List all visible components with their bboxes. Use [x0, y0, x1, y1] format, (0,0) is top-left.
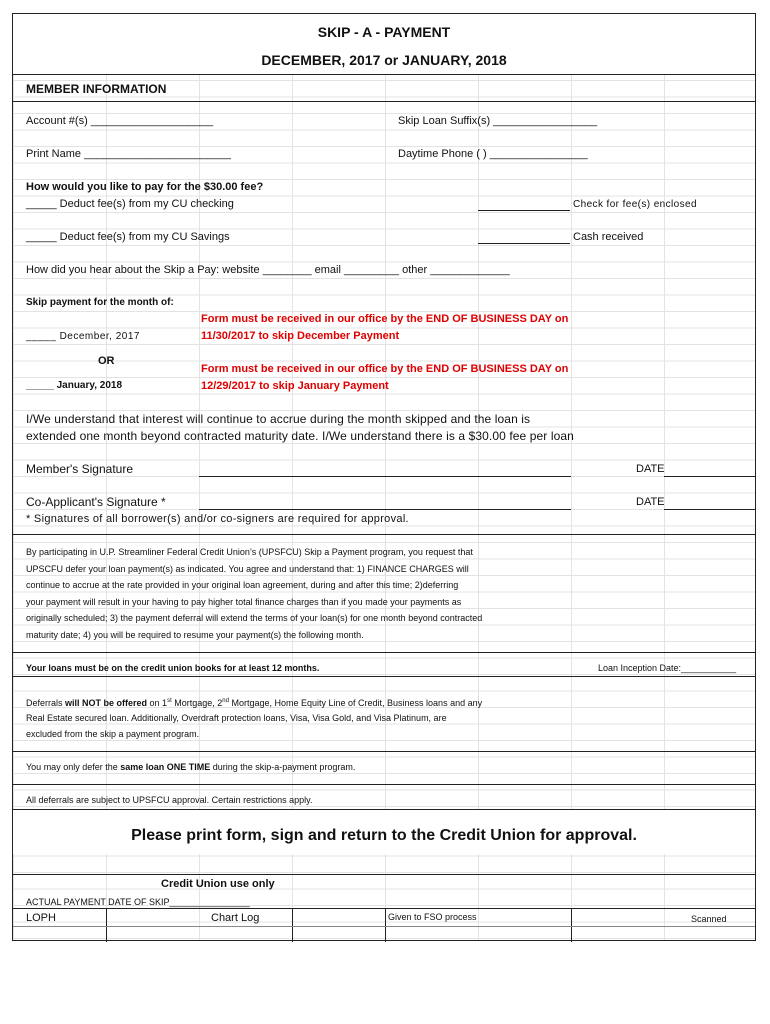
coapplicant-date-line[interactable]: [664, 509, 755, 510]
deferrals-sup-st: st: [167, 698, 172, 704]
one-time-rule: [26, 759, 355, 775]
cu-use-row-divider: [13, 908, 755, 909]
deferrals-text-d: Mortgage, Home Equity Line of Credit, Business loans and any: [228, 698, 483, 708]
coapplicant-date-label: DATE: [636, 496, 665, 508]
disclosure-line-1: By participating in U.P. Streamliner Federal Credit Union’s (UPSFCU) Skip a Payment program, you request that: [26, 547, 473, 557]
cash-received-label: Cash received: [573, 231, 644, 243]
disclosure-line-5: originally scheduled; 3) the payment deferral will extend the terms of your loan(s) for one month beyond contracted: [26, 613, 483, 623]
chart-log-label: Chart Log: [211, 912, 260, 924]
december-deadline-line2: 11/30/2017 to skip December Payment: [201, 330, 400, 342]
hear-about-field[interactable]: How did you hear about the Skip a Pay: website ________ email _________ other _____________: [26, 264, 510, 276]
loph-label: LOPH: [26, 912, 56, 924]
signature-divider: [13, 534, 755, 535]
member-divider: [13, 101, 755, 102]
member-date-line[interactable]: [664, 476, 755, 477]
disclosure-line-3: continue to accrue at the rate provided in your original loan agreement, during and after this time; 2)deferring: [26, 580, 459, 590]
member-date-label: DATE: [636, 463, 665, 475]
header-divider: [13, 74, 755, 75]
member-signature-line[interactable]: [199, 476, 571, 477]
or-separator: OR: [98, 355, 115, 367]
deferrals-line-1: [26, 693, 482, 711]
coapplicant-signature-label: Co-Applicant's Signature *: [26, 495, 166, 509]
check-enclosed-label: Check for fee(s) enclosed: [573, 199, 697, 210]
one-time-divider: [13, 784, 755, 785]
loan-inception-date-field[interactable]: Loan Inception Date:___________: [598, 663, 737, 673]
one-time-text-b: during the skip-a-payment program.: [210, 762, 356, 772]
signature-requirement-note: * Signatures of all borrower(s) and/or co-signers are required for approval.: [26, 513, 409, 525]
fee-option-savings[interactable]: _____ Deduct fee(s) from my CU Savings: [26, 231, 230, 243]
deferrals-text-a: Deferrals: [26, 698, 66, 708]
december-option-label: _____ December, 2017: [26, 331, 140, 342]
cu-use-top-divider: [13, 874, 755, 875]
account-number-field[interactable]: Account #(s) ____________________: [26, 115, 214, 127]
skip-month-question: Skip payment for the month of:: [26, 297, 174, 308]
understand-line1: I/We understand that interest will continue to accrue during the month skipped and the loan is: [26, 412, 531, 426]
cu-use-title: Credit Union use only: [161, 878, 275, 890]
member-section-title: MEMBER INFORMATION: [26, 82, 167, 96]
january-deadline-line2: 12/29/2017 to skip January Payment: [201, 380, 389, 392]
december-deadline-line1: Form must be received in our office by the END OF BUSINESS DAY on: [201, 313, 569, 325]
approval-rule: All deferrals are subject to UPSFCU approval. Certain restrictions apply.: [26, 795, 313, 805]
cu-use-col-2: [292, 908, 293, 942]
print-name-field[interactable]: Print Name ________________________: [26, 148, 231, 160]
scanned-label: Scanned: [691, 914, 727, 924]
deferrals-sup-nd: nd: [222, 698, 229, 704]
cu-use-col-1: [106, 908, 107, 942]
cu-use-inner-divider: [13, 926, 755, 927]
check-enclosed-blank[interactable]: [478, 210, 570, 211]
january-option-label: _____ January, 2018: [26, 380, 123, 391]
given-to-fso-label: Given to FSO process: [388, 912, 477, 922]
understand-line2: extended one month beyond contracted maturity date. I/We understand there is a $30.00 fee per loan: [26, 429, 574, 443]
disclosure-line-2: UPSCFU defer your loan payment(s) as indicated. You agree and understand that: 1) FINANCE CHARGES will: [26, 564, 469, 574]
one-time-text-a: You may only defer the: [26, 762, 121, 772]
books-rule: Your loans must be on the credit union books for at least 12 months.: [26, 663, 320, 673]
form-title: SKIP - A - PAYMENT: [317, 24, 451, 40]
cu-use-col-3: [385, 908, 386, 942]
skip-a-payment-form: [12, 13, 756, 941]
january-option[interactable]: [26, 378, 122, 394]
loan-suffix-field[interactable]: Skip Loan Suffix(s) _________________: [398, 115, 598, 127]
deferrals-text-c: Mortgage, 2: [171, 698, 223, 708]
print-instruction: Please print form, sign and return to the Credit Union for approval.: [131, 827, 637, 844]
december-option[interactable]: [26, 329, 140, 345]
form-subtitle: DECEMBER, 2017 or JANUARY, 2018: [261, 52, 507, 68]
disclosure-line-6: maturity date; 4) you will be required to resume your payment(s) the following month.: [26, 630, 364, 640]
cash-received-blank[interactable]: [478, 243, 570, 244]
one-time-bold: same loan ONE TIME: [120, 762, 211, 772]
deferrals-line-3: excluded from the skip a payment program.: [26, 729, 200, 739]
disclosure-divider: [13, 652, 755, 653]
member-signature-label: Member's Signature: [26, 462, 134, 476]
january-deadline-line1: Form must be received in our office by the END OF BUSINESS DAY on: [201, 363, 569, 375]
actual-payment-date-field[interactable]: ACTUAL PAYMENT DATE OF SKIP________________: [26, 897, 250, 907]
deferrals-not-offered: will NOT be offered: [65, 698, 148, 708]
disclosure-line-4: your payment will result in your having to pay higher total finance charges than if you made your payments as: [26, 597, 462, 607]
fee-option-checking[interactable]: _____ Deduct fee(s) from my CU checking: [26, 198, 234, 210]
deferrals-line-2: Real Estate secured loan. Additionally, Overdraft protection loans, Visa, Visa Gold, and Visa Platinum, are: [26, 713, 447, 723]
coapplicant-signature-line[interactable]: [199, 509, 571, 510]
daytime-phone-field[interactable]: Daytime Phone ( ) ________________: [398, 148, 588, 160]
deferrals-text-b: on 1: [147, 698, 168, 708]
books-divider: [13, 676, 755, 677]
cu-use-col-4: [571, 908, 572, 942]
fee-question: How would you like to pay for the $30.00 fee?: [26, 181, 264, 193]
deferrals-divider: [13, 751, 755, 752]
